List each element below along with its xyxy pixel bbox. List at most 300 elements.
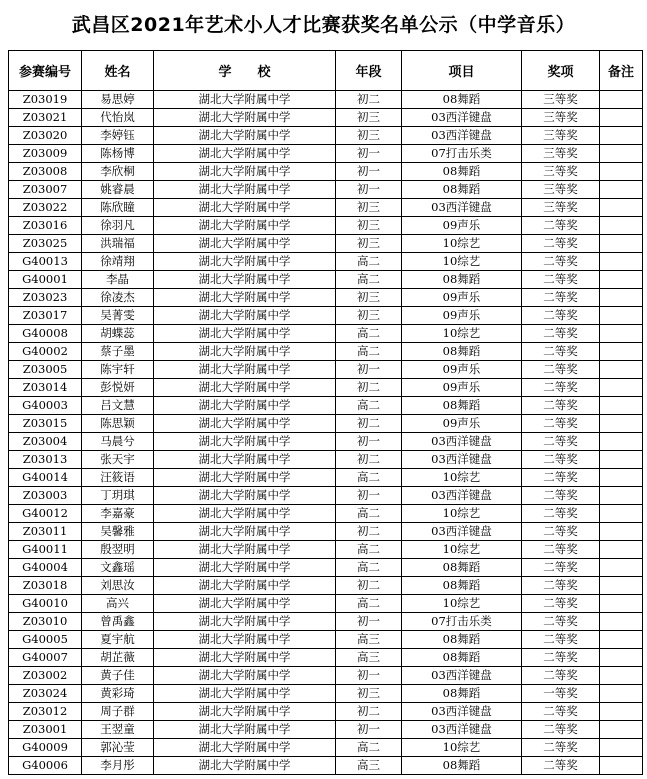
cell-id: Z03020 <box>9 127 82 145</box>
cell-school: 湖北大学附属中学 <box>154 235 336 253</box>
cell-award: 二等奖 <box>522 253 600 271</box>
cell-note <box>600 757 643 775</box>
cell-note <box>600 541 643 559</box>
cell-name: 易思婷 <box>82 91 154 109</box>
table-row <box>9 451 643 469</box>
cell-id: G40005 <box>9 631 82 649</box>
cell-school: 湖北大学附属中学 <box>154 595 336 613</box>
table-row <box>9 379 643 397</box>
cell-grade: 初一 <box>336 361 402 379</box>
cell-id: G40012 <box>9 505 82 523</box>
cell-note <box>600 649 643 667</box>
cell-id: G40006 <box>9 757 82 775</box>
cell-award: 二等奖 <box>522 649 600 667</box>
cell-award: 二等奖 <box>522 577 600 595</box>
cell-school: 湖北大学附属中学 <box>154 703 336 721</box>
cell-id: G40009 <box>9 739 82 757</box>
cell-award: 二等奖 <box>522 613 600 631</box>
cell-note <box>600 685 643 703</box>
cell-item: 10综艺 <box>402 541 522 559</box>
cell-school: 湖北大学附属中学 <box>154 433 336 451</box>
table-row <box>9 739 643 757</box>
cell-grade: 初三 <box>336 685 402 703</box>
cell-award: 二等奖 <box>522 595 600 613</box>
cell-school: 湖北大学附属中学 <box>154 397 336 415</box>
cell-grade: 高三 <box>336 757 402 775</box>
cell-award: 二等奖 <box>522 487 600 505</box>
cell-grade: 初三 <box>336 235 402 253</box>
cell-name: 郭沁莹 <box>82 739 154 757</box>
cell-note <box>600 667 643 685</box>
table-row <box>9 253 643 271</box>
table-row <box>9 361 643 379</box>
header-name: 姓名 <box>82 51 154 91</box>
cell-award: 三等奖 <box>522 163 600 181</box>
table-row <box>9 433 643 451</box>
cell-name: 张天宇 <box>82 451 154 469</box>
cell-item: 08舞蹈 <box>402 757 522 775</box>
cell-award: 三等奖 <box>522 181 600 199</box>
cell-school: 湖北大学附属中学 <box>154 757 336 775</box>
cell-award: 二等奖 <box>522 667 600 685</box>
table-row <box>9 289 643 307</box>
cell-note <box>600 451 643 469</box>
table-row <box>9 631 643 649</box>
cell-item: 08舞蹈 <box>402 91 522 109</box>
cell-item: 08舞蹈 <box>402 271 522 289</box>
table-row <box>9 667 643 685</box>
cell-name: 黄子佳 <box>82 667 154 685</box>
table-row <box>9 541 643 559</box>
cell-note <box>600 199 643 217</box>
cell-id: Z03022 <box>9 199 82 217</box>
cell-grade: 高二 <box>336 541 402 559</box>
award-roster-table <box>8 50 643 775</box>
cell-award: 一等奖 <box>522 685 600 703</box>
cell-item: 03西洋键盘 <box>402 109 522 127</box>
cell-item: 09声乐 <box>402 379 522 397</box>
table-row <box>9 595 643 613</box>
table-row <box>9 469 643 487</box>
cell-award: 三等奖 <box>522 145 600 163</box>
cell-item: 08舞蹈 <box>402 163 522 181</box>
cell-grade: 初二 <box>336 379 402 397</box>
cell-award: 二等奖 <box>522 757 600 775</box>
cell-item: 08舞蹈 <box>402 631 522 649</box>
cell-grade: 高二 <box>336 505 402 523</box>
cell-item: 08舞蹈 <box>402 181 522 199</box>
table-body <box>9 91 643 775</box>
header-note: 备注 <box>600 51 643 91</box>
cell-note <box>600 523 643 541</box>
cell-school: 湖北大学附属中学 <box>154 667 336 685</box>
table-row <box>9 505 643 523</box>
cell-name: 徐羽凡 <box>82 217 154 235</box>
cell-award: 二等奖 <box>522 433 600 451</box>
cell-note <box>600 379 643 397</box>
cell-school: 湖北大学附属中学 <box>154 469 336 487</box>
cell-id: Z03021 <box>9 109 82 127</box>
cell-id: G40013 <box>9 253 82 271</box>
cell-name: 殷翌明 <box>82 541 154 559</box>
cell-school: 湖北大学附属中学 <box>154 253 336 271</box>
cell-award: 二等奖 <box>522 361 600 379</box>
table-row <box>9 703 643 721</box>
cell-id: Z03013 <box>9 451 82 469</box>
cell-name: 吴菁雯 <box>82 307 154 325</box>
cell-grade: 初二 <box>336 577 402 595</box>
cell-name: 陈欣瞳 <box>82 199 154 217</box>
table-row <box>9 217 643 235</box>
cell-school: 湖北大学附属中学 <box>154 307 336 325</box>
cell-note <box>600 289 643 307</box>
table-row <box>9 307 643 325</box>
cell-school: 湖北大学附属中学 <box>154 361 336 379</box>
cell-item: 08舞蹈 <box>402 559 522 577</box>
cell-note <box>600 235 643 253</box>
cell-name: 代怡岚 <box>82 109 154 127</box>
cell-name: 吴馨雅 <box>82 523 154 541</box>
cell-school: 湖北大学附属中学 <box>154 721 336 739</box>
cell-grade: 高二 <box>336 559 402 577</box>
cell-id: Z03014 <box>9 379 82 397</box>
table-row <box>9 343 643 361</box>
cell-item: 03西洋键盘 <box>402 667 522 685</box>
cell-note <box>600 343 643 361</box>
table-row <box>9 415 643 433</box>
cell-name: 丁玥琪 <box>82 487 154 505</box>
cell-item: 07打击乐类 <box>402 145 522 163</box>
cell-item: 03西洋键盘 <box>402 487 522 505</box>
cell-school: 湖北大学附属中学 <box>154 523 336 541</box>
cell-note <box>600 703 643 721</box>
cell-item: 03西洋键盘 <box>402 433 522 451</box>
cell-grade: 初三 <box>336 307 402 325</box>
cell-id: G40011 <box>9 541 82 559</box>
cell-id: G40010 <box>9 595 82 613</box>
cell-award: 三等奖 <box>522 127 600 145</box>
cell-name: 蔡子墨 <box>82 343 154 361</box>
cell-grade: 初二 <box>336 451 402 469</box>
cell-id: Z03011 <box>9 523 82 541</box>
table-row <box>9 757 643 775</box>
table-row <box>9 397 643 415</box>
cell-school: 湖北大学附属中学 <box>154 559 336 577</box>
header-school: 学 校 <box>154 51 336 91</box>
cell-item: 09声乐 <box>402 415 522 433</box>
cell-id: Z03005 <box>9 361 82 379</box>
cell-id: G40003 <box>9 397 82 415</box>
table-row <box>9 127 643 145</box>
cell-award: 二等奖 <box>522 505 600 523</box>
cell-item: 09声乐 <box>402 361 522 379</box>
cell-item: 03西洋键盘 <box>402 451 522 469</box>
cell-grade: 初二 <box>336 703 402 721</box>
cell-name: 曾禹鑫 <box>82 613 154 631</box>
cell-id: Z03015 <box>9 415 82 433</box>
table-row <box>9 721 643 739</box>
cell-id: G40008 <box>9 325 82 343</box>
cell-school: 湖北大学附属中学 <box>154 343 336 361</box>
cell-id: G40004 <box>9 559 82 577</box>
table-row <box>9 163 643 181</box>
cell-grade: 高三 <box>336 631 402 649</box>
cell-award: 二等奖 <box>522 469 600 487</box>
cell-id: G40014 <box>9 469 82 487</box>
cell-school: 湖北大学附属中学 <box>154 649 336 667</box>
cell-item: 09声乐 <box>402 289 522 307</box>
table-row <box>9 199 643 217</box>
cell-id: Z03002 <box>9 667 82 685</box>
cell-note <box>600 109 643 127</box>
cell-school: 湖北大学附属中学 <box>154 91 336 109</box>
cell-id: Z03009 <box>9 145 82 163</box>
cell-grade: 初一 <box>336 613 402 631</box>
cell-grade: 初一 <box>336 145 402 163</box>
cell-note <box>600 631 643 649</box>
cell-note <box>600 505 643 523</box>
table-row <box>9 559 643 577</box>
cell-note <box>600 721 643 739</box>
cell-item: 10综艺 <box>402 253 522 271</box>
table-row <box>9 577 643 595</box>
cell-note <box>600 307 643 325</box>
cell-note <box>600 613 643 631</box>
cell-grade: 初三 <box>336 199 402 217</box>
cell-school: 湖北大学附属中学 <box>154 127 336 145</box>
cell-note <box>600 91 643 109</box>
cell-school: 湖北大学附属中学 <box>154 451 336 469</box>
cell-award: 二等奖 <box>522 325 600 343</box>
cell-school: 湖北大学附属中学 <box>154 325 336 343</box>
document-title: 武昌区2021年艺术小人才比赛获奖名单公示（中学音乐） <box>71 14 576 36</box>
cell-id: Z03018 <box>9 577 82 595</box>
cell-award: 二等奖 <box>522 523 600 541</box>
cell-item: 03西洋键盘 <box>402 127 522 145</box>
cell-name: 李晶 <box>82 271 154 289</box>
cell-item: 03西洋键盘 <box>402 703 522 721</box>
cell-note <box>600 163 643 181</box>
cell-school: 湖北大学附属中学 <box>154 613 336 631</box>
cell-award: 二等奖 <box>522 271 600 289</box>
cell-note <box>600 181 643 199</box>
cell-note <box>600 217 643 235</box>
cell-id: Z03024 <box>9 685 82 703</box>
cell-name: 刘思汝 <box>82 577 154 595</box>
cell-note <box>600 415 643 433</box>
cell-name: 高兴 <box>82 595 154 613</box>
cell-id: Z03001 <box>9 721 82 739</box>
cell-name: 李嘉豪 <box>82 505 154 523</box>
cell-note <box>600 469 643 487</box>
cell-grade: 高二 <box>336 271 402 289</box>
cell-name: 姚睿晨 <box>82 181 154 199</box>
cell-name: 胡蝶蕊 <box>82 325 154 343</box>
cell-award: 二等奖 <box>522 343 600 361</box>
cell-award: 二等奖 <box>522 721 600 739</box>
cell-grade: 初二 <box>336 523 402 541</box>
cell-id: G40007 <box>9 649 82 667</box>
table-header-row <box>9 51 643 91</box>
cell-note <box>600 577 643 595</box>
cell-name: 徐凌杰 <box>82 289 154 307</box>
header-award: 奖项 <box>522 51 600 91</box>
cell-grade: 初一 <box>336 181 402 199</box>
cell-grade: 初三 <box>336 127 402 145</box>
cell-award: 二等奖 <box>522 451 600 469</box>
cell-note <box>600 487 643 505</box>
cell-note <box>600 271 643 289</box>
cell-name: 王翌童 <box>82 721 154 739</box>
cell-item: 10综艺 <box>402 469 522 487</box>
cell-item: 08舞蹈 <box>402 577 522 595</box>
cell-id: Z03012 <box>9 703 82 721</box>
header-id: 参赛编号 <box>9 51 82 91</box>
cell-name: 陈宇轩 <box>82 361 154 379</box>
cell-note <box>600 739 643 757</box>
table-row <box>9 235 643 253</box>
cell-award: 三等奖 <box>522 199 600 217</box>
cell-grade: 初三 <box>336 217 402 235</box>
cell-note <box>600 145 643 163</box>
cell-item: 07打击乐类 <box>402 613 522 631</box>
cell-name: 周子群 <box>82 703 154 721</box>
cell-grade: 高二 <box>336 739 402 757</box>
cell-grade: 初一 <box>336 163 402 181</box>
cell-note <box>600 361 643 379</box>
cell-school: 湖北大学附属中学 <box>154 487 336 505</box>
cell-grade: 高二 <box>336 469 402 487</box>
cell-award: 二等奖 <box>522 307 600 325</box>
table-row <box>9 487 643 505</box>
cell-school: 湖北大学附属中学 <box>154 541 336 559</box>
cell-note <box>600 325 643 343</box>
table-row <box>9 523 643 541</box>
cell-note <box>600 253 643 271</box>
cell-item: 10综艺 <box>402 739 522 757</box>
cell-grade: 初二 <box>336 91 402 109</box>
cell-item: 10综艺 <box>402 595 522 613</box>
cell-award: 二等奖 <box>522 559 600 577</box>
table-row <box>9 91 643 109</box>
cell-item: 10综艺 <box>402 235 522 253</box>
cell-school: 湖北大学附属中学 <box>154 289 336 307</box>
cell-award: 三等奖 <box>522 91 600 109</box>
cell-grade: 高二 <box>336 253 402 271</box>
cell-award: 二等奖 <box>522 235 600 253</box>
cell-item: 08舞蹈 <box>402 649 522 667</box>
cell-award: 二等奖 <box>522 631 600 649</box>
cell-item: 03西洋键盘 <box>402 199 522 217</box>
cell-id: Z03025 <box>9 235 82 253</box>
cell-item: 08舞蹈 <box>402 343 522 361</box>
cell-name: 文鑫瑶 <box>82 559 154 577</box>
cell-grade: 初一 <box>336 667 402 685</box>
cell-grade: 初一 <box>336 721 402 739</box>
cell-id: Z03004 <box>9 433 82 451</box>
cell-award: 三等奖 <box>522 109 600 127</box>
cell-award: 二等奖 <box>522 397 600 415</box>
cell-school: 湖北大学附属中学 <box>154 379 336 397</box>
cell-award: 二等奖 <box>522 415 600 433</box>
table-row <box>9 649 643 667</box>
cell-school: 湖北大学附属中学 <box>154 415 336 433</box>
cell-item: 03西洋键盘 <box>402 523 522 541</box>
cell-note <box>600 559 643 577</box>
cell-name: 徐靖翔 <box>82 253 154 271</box>
cell-note <box>600 433 643 451</box>
cell-school: 湖北大学附属中学 <box>154 217 336 235</box>
cell-name: 李欣桐 <box>82 163 154 181</box>
cell-item: 10综艺 <box>402 325 522 343</box>
table-row <box>9 181 643 199</box>
cell-id: G40001 <box>9 271 82 289</box>
cell-note <box>600 595 643 613</box>
cell-grade: 高二 <box>336 343 402 361</box>
cell-award: 二等奖 <box>522 217 600 235</box>
cell-grade: 初一 <box>336 487 402 505</box>
cell-school: 湖北大学附属中学 <box>154 271 336 289</box>
table-row <box>9 145 643 163</box>
cell-grade: 初三 <box>336 109 402 127</box>
cell-school: 湖北大学附属中学 <box>154 505 336 523</box>
cell-name: 李婷钰 <box>82 127 154 145</box>
cell-name: 吕文慧 <box>82 397 154 415</box>
cell-award: 二等奖 <box>522 379 600 397</box>
cell-school: 湖北大学附属中学 <box>154 145 336 163</box>
cell-name: 李月彤 <box>82 757 154 775</box>
cell-school: 湖北大学附属中学 <box>154 577 336 595</box>
cell-award: 二等奖 <box>522 541 600 559</box>
table-row <box>9 613 643 631</box>
cell-name: 洪瑞福 <box>82 235 154 253</box>
cell-id: Z03003 <box>9 487 82 505</box>
cell-award: 二等奖 <box>522 739 600 757</box>
cell-id: Z03007 <box>9 181 82 199</box>
cell-name: 夏宇航 <box>82 631 154 649</box>
cell-school: 湖北大学附属中学 <box>154 109 336 127</box>
cell-item: 08舞蹈 <box>402 685 522 703</box>
cell-grade: 初二 <box>336 415 402 433</box>
cell-name: 黄彩琦 <box>82 685 154 703</box>
table-row <box>9 685 643 703</box>
cell-note <box>600 397 643 415</box>
cell-id: G40002 <box>9 343 82 361</box>
cell-name: 汪筱语 <box>82 469 154 487</box>
cell-school: 湖北大学附属中学 <box>154 199 336 217</box>
cell-id: Z03019 <box>9 91 82 109</box>
cell-award: 二等奖 <box>522 703 600 721</box>
cell-grade: 高二 <box>336 595 402 613</box>
cell-name: 胡芷薇 <box>82 649 154 667</box>
cell-name: 马晨兮 <box>82 433 154 451</box>
cell-grade: 高三 <box>336 649 402 667</box>
cell-id: Z03017 <box>9 307 82 325</box>
cell-note <box>600 127 643 145</box>
cell-id: Z03008 <box>9 163 82 181</box>
header-grade: 年段 <box>336 51 402 91</box>
cell-school: 湖北大学附属中学 <box>154 163 336 181</box>
table-row <box>9 109 643 127</box>
header-item: 项目 <box>402 51 522 91</box>
cell-school: 湖北大学附属中学 <box>154 631 336 649</box>
cell-id: Z03023 <box>9 289 82 307</box>
cell-name: 陈思颖 <box>82 415 154 433</box>
cell-item: 08舞蹈 <box>402 397 522 415</box>
cell-name: 陈杨博 <box>82 145 154 163</box>
cell-item: 09声乐 <box>402 307 522 325</box>
cell-item: 03西洋键盘 <box>402 721 522 739</box>
